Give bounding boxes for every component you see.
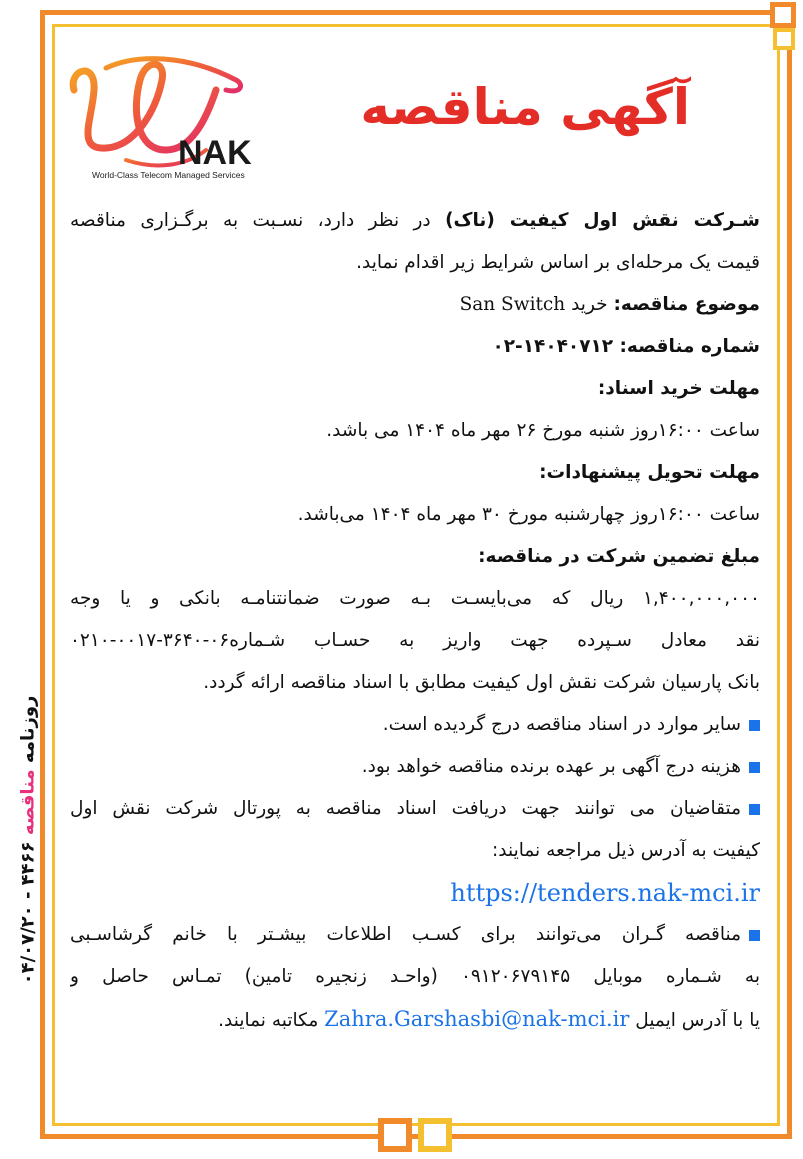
purchase-deadline-text: ساعت ۱۶:۰۰روز شنبه مورخ ۲۶ مهر ماه ۱۴۰۴ می باشد. — [326, 420, 760, 441]
side-info: ۴۴۶۶ - ۰۴/۰۷/۲۰ — [17, 841, 39, 985]
intro-rest: در نظر دارد، نسـبت به برگـزاری مناقصه — [70, 210, 446, 231]
bullet-square-icon — [749, 762, 760, 773]
intro-line-1 — [70, 200, 760, 242]
bullet-text: سایر موارد در اسناد مناقصه درج گردیده است. — [382, 714, 741, 735]
guarantee-label: مبلغ تضمین شرکت در مناقصه: — [478, 546, 760, 567]
submission-deadline-label: مهلت تحویل پیشنهادات: — [539, 462, 760, 483]
bullet-text: متقاضیان می توانند جهت دریافت اسناد مناقصه به پورتال شرکت نقش اول — [70, 798, 741, 819]
bullet-text: مناقصه گـران می‌توانند برای کسـب اطلاعات بیشـتر با خانم گرشاسـبی — [70, 924, 741, 945]
email-link[interactable]: Zahra.Garshasbi@nak-mci.ir — [324, 1007, 630, 1031]
side-publication-label — [8, 690, 48, 990]
bullet-item — [70, 914, 760, 956]
bottom-square-orange — [378, 1118, 412, 1152]
guarantee-line-1: ۱,۴۰۰,۰۰۰,۰۰۰ ریال که می‌بایسـت بـه صورت ضمانتنامـه بانکی و یا وجه — [70, 588, 760, 609]
side-brand: مناقصه — [17, 769, 39, 836]
company-name: شـرکت نقش اول کیفیت (ناک) — [445, 210, 760, 231]
bullet-item — [70, 704, 760, 746]
bullet-square-icon — [749, 930, 760, 941]
logo-tagline: World-Class Telecom Managed Services — [92, 170, 245, 180]
tenders-portal-link[interactable]: https://tenders.nak-mci.ir — [450, 879, 760, 907]
email-suffix: مکاتبه نمایند. — [218, 1010, 325, 1031]
logo-wordmark: NAK — [178, 134, 252, 172]
subject-value: San Switch — [459, 294, 566, 315]
corner-square-orange — [770, 2, 796, 28]
bullet-square-icon — [749, 720, 760, 731]
corner-square-yellow — [773, 28, 795, 50]
url-line — [70, 872, 760, 914]
intro-line-2: قیمت یک مرحله‌ای بر اساس شرایط زیر اقدام نماید. — [356, 252, 760, 273]
bullet-continuation: کیفیت به آدرس ذیل مراجعه نمایند: — [492, 840, 760, 861]
bullet-item — [70, 788, 760, 830]
bullet-square-icon — [749, 804, 760, 815]
side-prefix: روزنامه — [17, 695, 39, 764]
submission-deadline-text: ساعت ۱۶:۰۰روز چهارشنبه مورخ ۳۰ مهر ماه ۱۴۰۴ می‌باشد. — [297, 504, 760, 525]
subject-label: موضوع مناقصه: — [613, 294, 760, 315]
bullet-continuation: به شـماره موبایل ۰۹۱۲۰۶۷۹۱۴۵ (واحـد زنجیره تامین) تمـاس حاصل و — [70, 966, 760, 987]
email-line — [70, 998, 760, 1040]
guarantee-line-3: بانک پارسیان شرکت نقش اول کیفیت مطابق با اسناد مناقصه ارائه گردد. — [203, 672, 760, 693]
number-line — [70, 326, 760, 368]
guarantee-line-2: نقد معادل سـپرده جهت واریز به حسـاب شـماره۰۶-۳۶۴۰-۰۰۱۷-۰۲۱۰ — [70, 630, 760, 651]
email-prefix: یا با آدرس ایمیل — [629, 1010, 760, 1031]
page-title: آگهی مناقصه — [360, 78, 690, 136]
bullet-item — [70, 746, 760, 788]
number-label: شماره مناقصه: — [619, 336, 760, 357]
purchase-deadline-label: مهلت خرید اسناد: — [597, 378, 760, 399]
announcement-body — [70, 200, 760, 1040]
subject-prefix: خرید — [565, 294, 614, 315]
bullet-text: هزینه درج آگهی بر عهده برنده مناقصه خواهد بود. — [361, 756, 741, 777]
number-value: ۱۴۰۴۰۷۱۲-۰۲ — [492, 336, 620, 357]
bottom-square-yellow — [418, 1118, 452, 1152]
subject-line — [70, 284, 760, 326]
